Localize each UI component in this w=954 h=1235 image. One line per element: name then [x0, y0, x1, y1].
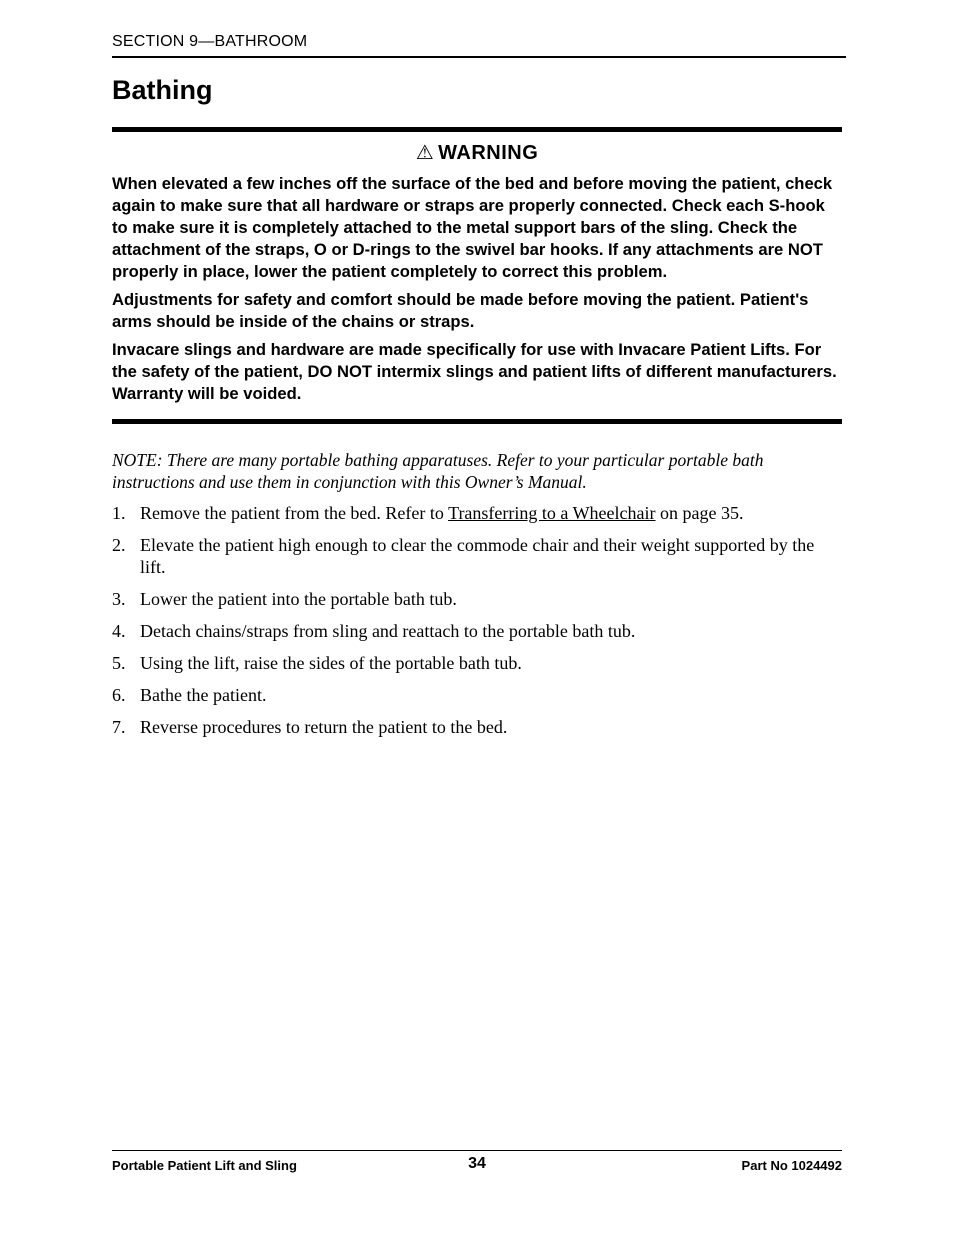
- step-text: Detach chains/straps from sling and reattach to the portable bath tub.: [140, 621, 636, 641]
- procedure-step: [112, 684, 842, 706]
- step-number: 7.: [112, 717, 126, 737]
- page-header: [112, 32, 846, 58]
- step-text: on page 35.: [655, 503, 744, 523]
- step-number: 3.: [112, 589, 126, 609]
- warning-paragraph: Invacare slings and hardware are made specifically for use with Invacare Patient Lifts. For the safety of the patient, DO NOT intermix slings and patient lifts of different manufacturers. Warranty will be voided.: [112, 340, 837, 403]
- procedure-steps: [112, 502, 842, 748]
- step-number: 5.: [112, 653, 126, 673]
- footer-product-name: Portable Patient Lift and Sling: [112, 1158, 297, 1173]
- page-footer: [112, 1150, 842, 1181]
- procedure-step: [112, 652, 842, 674]
- step-text: Using the lift, raise the sides of the portable bath tub.: [140, 653, 522, 673]
- procedure-step: [112, 588, 842, 610]
- footer-part-number: Part No 1024492: [741, 1158, 842, 1173]
- transferring-to-wheelchair-link[interactable]: Transferring to a Wheelchair: [448, 503, 656, 523]
- warning-paragraph: Adjustments for safety and comfort should be made before moving the patient. Patient's arms should be inside of the chains or straps.: [112, 290, 809, 331]
- warning-heading: [112, 140, 842, 165]
- step-number: 6.: [112, 685, 126, 705]
- step-number: 2.: [112, 535, 126, 555]
- warning-paragraph: When elevated a few inches off the surface of the bed and before moving the patient, check again to make sure that all hardware or straps are properly connected. Check each S-hook to make sure it is completely attached to the metal support bars of the sling. Check the attachment of the straps, O or D-rings to the swivel bar hooks. If any attachments are NOT properly in place, lower the patient completely to correct this problem.: [112, 174, 833, 281]
- procedure-step: [112, 620, 842, 642]
- step-text: Lower the patient into the portable bath tub.: [140, 589, 457, 609]
- page-number: 34: [468, 1155, 486, 1172]
- page-title: Bathing: [112, 75, 213, 105]
- step-number: 4.: [112, 621, 126, 641]
- step-text: Reverse procedures to return the patient to the bed.: [140, 717, 508, 737]
- note-text: NOTE: There are many portable bathing apparatuses. Refer to your particular portable bath instructions and use them in conjunction with this Owner’s Manual.: [112, 450, 764, 492]
- procedure-step: [112, 502, 842, 524]
- warning-triangle-icon: ⚠: [415, 142, 435, 164]
- procedure-step: [112, 716, 842, 738]
- step-number: 1.: [112, 503, 126, 523]
- section-label: SECTION 9—BATHROOM: [112, 33, 308, 50]
- procedure-step: [112, 534, 842, 578]
- step-text: Elevate the patient high enough to clear the commode chair and their weight supported by the lift.: [140, 535, 815, 577]
- warning-label: WARNING: [438, 142, 539, 164]
- warning-box: [112, 127, 842, 424]
- step-text: Bathe the patient.: [140, 685, 267, 705]
- step-text: Remove the patient from the bed. Refer to: [140, 503, 449, 523]
